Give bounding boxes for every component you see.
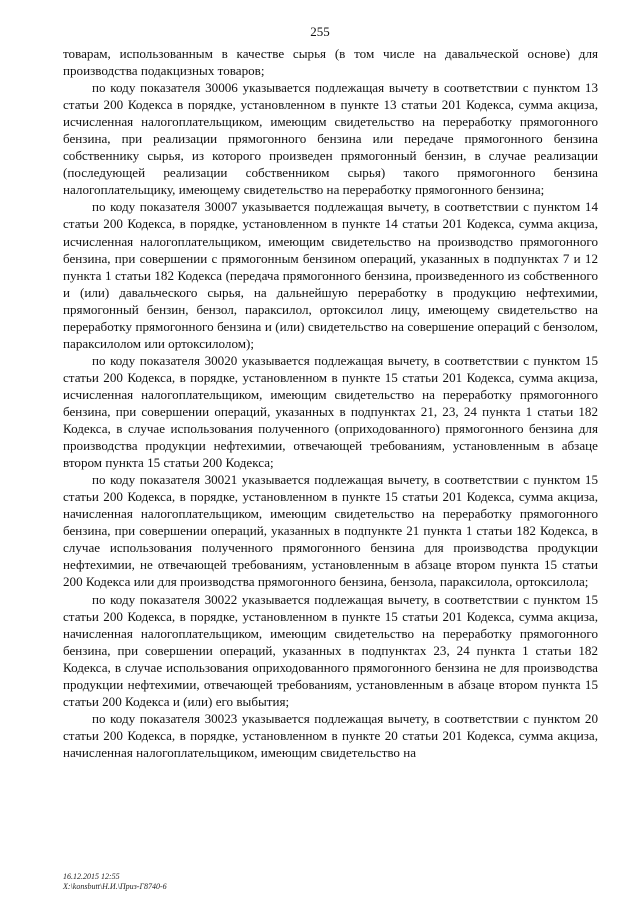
paragraph-code-30023: по коду показателя 30023 указывается подлежащая вычету, в соответствии с пунктом 20 статьи 200 Кодекса, в порядке, установленном в пункте 20 статьи 201 Кодекса, сумма акциза, начисленная налогоплательщиком, имеющим свидетельство на [63, 710, 598, 760]
document-body [63, 45, 598, 761]
paragraph-code-30022: по коду показателя 30022 указывается подлежащая вычету, в соответствии с пунктом 15 статьи 200 Кодекса, в порядке, установленном в пункте 15 статьи 201 Кодекса, сумма акциза, начисленная налогоплательщиком, имеющим свидетельство на переработку прямогонного бензина, при совершении операций, указанных в подпунктах 23, 24 пункта 1 статьи 182 Кодекса, в случае использования оприходованного прямогонного бензина не для производства продукции нефтехимии, отвечающей требованиям, установленным в абзаце втором пункта 15 статьи 200 Кодекса и (или) его выбытия; [63, 591, 598, 709]
paragraph-code-30007: по коду показателя 30007 указывается подлежащая вычету, в соответствии с пунктом 14 статьи 200 Кодекса, в порядке, установленном в пункте 14 статьи 201 Кодекса, сумма акциза, исчисленная налогоплательщиком, имеющим свидетельство на производство прямогонного бензина, при совершении с прямогонным бензином операций, указанных в подпунктах 7 и 12 пункта 1 статьи 182 Кодекса (передача прямогонного бензина, произведенного из собственного и (или) давальческого сырья, на дальнейшую переработку в продукцию нефтехимии, прямогонный бензин, бензол, параксилол, ортоксилол лицу, имеющему свидетельство на переработку прямогонного бензина и (или) свидетельство на совершение операций с бензолом, параксилолом или ортоксилолом); [63, 199, 598, 351]
page-number: 255 [310, 24, 330, 39]
footer-file-path: X:\konsbutt\Н.И.\Приз-Г8740-6 [63, 882, 167, 891]
document-footer [63, 872, 167, 892]
footer-date: 16.12.2015 12:55 [63, 872, 120, 881]
paragraph-continuation: товарам, использованным в качестве сырья (в том числе на давальческой основе) для производства подакцизных товаров; [63, 46, 598, 79]
paragraph-code-30020: по коду показателя 30020 указывается подлежащая вычету, в соответствии с пунктом 15 статьи 200 Кодекса, в порядке, установленном в пункте 15 статьи 201 Кодекса, сумма акциза, исчисленная налогоплательщиком, имеющим свидетельство на переработку прямогонного бензина, при совершении операций, указанных в подпунктах 21, 23, 24 пункта 1 статьи 182 Кодекса, в случае использования полученного (оприходованного) прямогонного бензина для производства продукции нефтехимии, отвечающей требованиям, установленным в абзаце втором пункта 15 статьи 200 Кодекса; [63, 352, 598, 471]
paragraph-code-30006: по коду показателя 30006 указывается подлежащая вычету в соответствии с пунктом 13 статьи 200 Кодекса в порядке, установленном в пункте 13 статьи 201 Кодекса, сумма акциза, исчисленная налогоплательщиком, имеющим свидетельство на переработку прямогонного бензина, при реализации прямогонного бензина или передаче прямогонного бензина собственнику сырья, из которого произведен прямогонный бензин, в случае реализации (последующей реализации собственником сырья) такого прямогонного бензина налогоплательщику, имеющему свидетельство на переработку прямогонного бензина; [63, 80, 598, 198]
paragraph-code-30021: по коду показателя 30021 указывается подлежащая вычету, в соответствии с пунктом 15 статьи 200 Кодекса, в порядке, установленном в пункте 15 статьи 201 Кодекса, сумма акциза, начисленная налогоплательщиком, имеющим свидетельство на переработку прямогонного бензина, при совершении операций, указанных в подпункте 21 пункта 1 статьи 182 Кодекса, в случае использования полученного прямогонного бензина для производства продукции нефтехимии, не отвечающей требованиям, установленным в абзаце втором пункта 15 статьи 200 Кодекса или для производства прямогонного бензина, бензола, параксилола, ортоксилола; [63, 472, 598, 590]
